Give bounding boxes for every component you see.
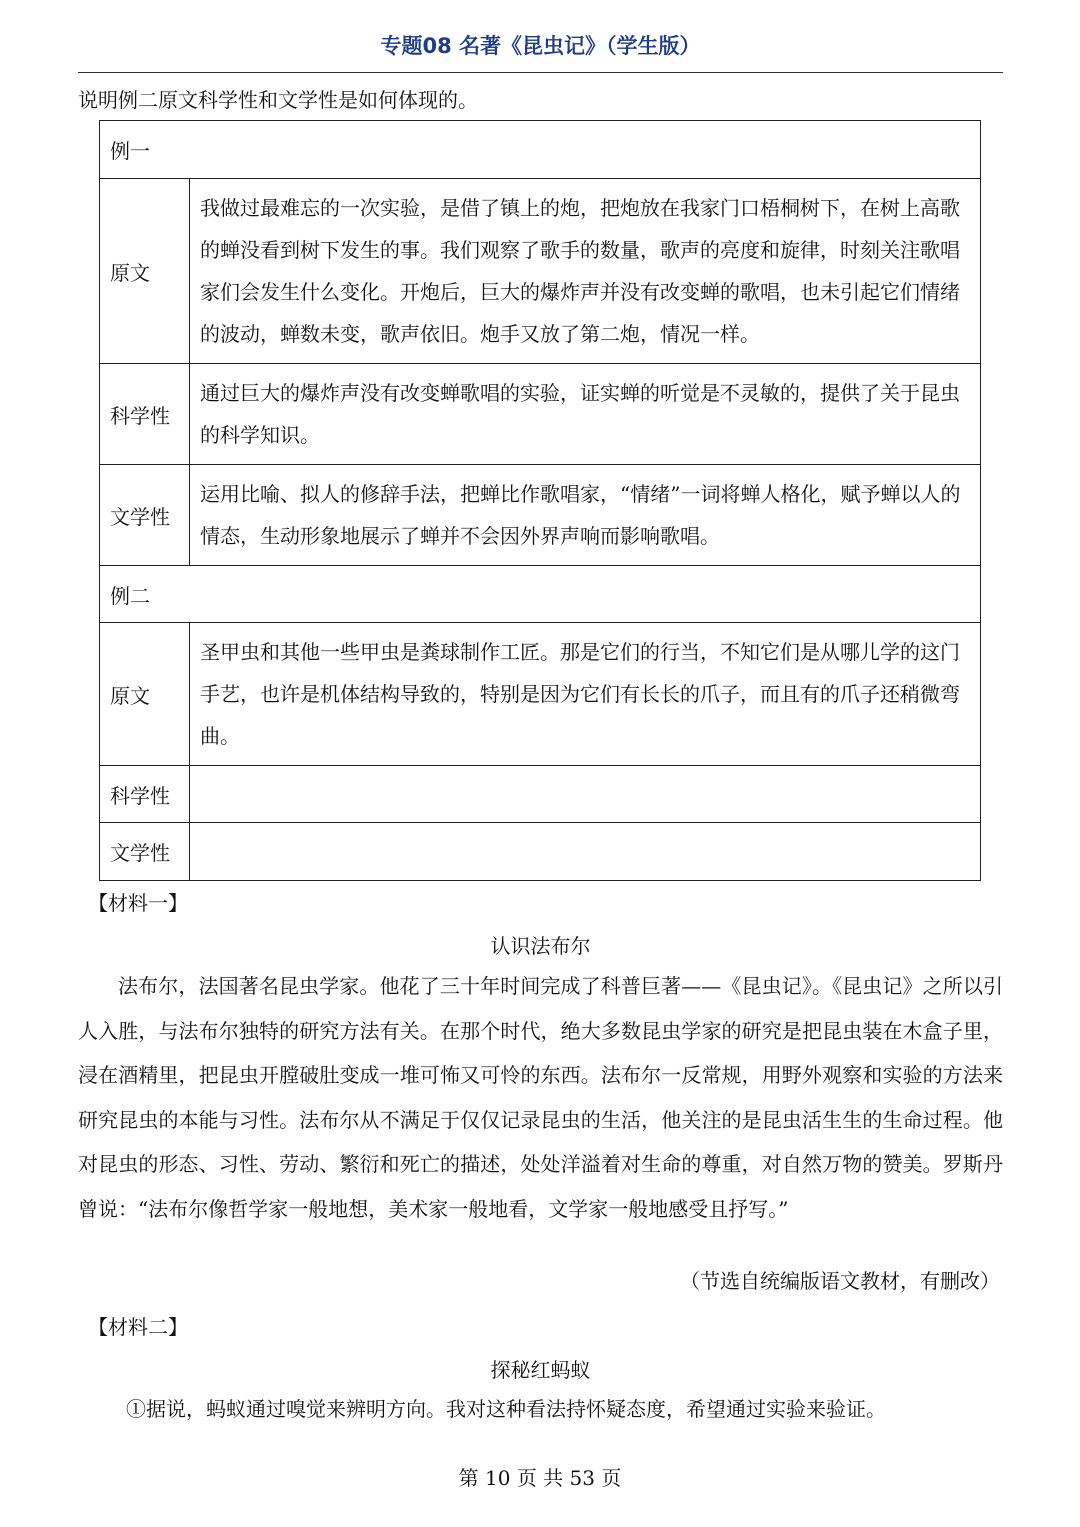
page-number: 第 10 页 共 53 页 (458, 1466, 622, 1490)
example1-literary-label: 文学性 (100, 465, 190, 566)
example1-original-text: 我做过最难忘的一次实验，是借了镇上的炮，把炮放在我家门口梧桐树下，在树上高歌的蝉没看到树下发生的事。我们观察了歌手的数量，歌声的亮度和旋律，时刻关注歌唱家们会发生什么变化。开炮后，巨大的爆炸声并没有改变蝉的歌唱，也未引起它们情绪的波动，蝉数未变，歌声依旧。炮手又放了第二炮，情况一样。 (190, 179, 981, 364)
example1-science-text: 通过巨大的爆炸声没有改变蝉歌唱的实验，证实蝉的听觉是不灵敏的，提供了关于昆虫的科学知识。 (190, 364, 981, 465)
material1-source: （节选自统编版语文教材，有删改） (680, 1269, 1000, 1293)
question-intro: 说明例二原文科学性和文学性是如何体现的。 (78, 88, 478, 112)
header-divider (78, 72, 1003, 73)
example1-original-label: 原文 (100, 179, 190, 364)
example2-original-text: 圣甲虫和其他一些甲虫是粪球制作工匠。那是它们的行当，不知它们是从哪儿学的这门手艺，也许是机体结构导致的，特别是因为它们有长长的爪子，而且有的爪子还稍微弯曲。 (190, 623, 981, 766)
example1-heading-row (100, 121, 981, 179)
page-header-title: 专题08 名著《昆虫记》（学生版） (380, 34, 701, 58)
example2-original-label: 原文 (100, 623, 190, 766)
example1-science-row (100, 364, 981, 465)
example2-heading: 例二 (100, 566, 981, 623)
example2-original-row (100, 623, 981, 766)
material2-paragraph-1: ①据说，蚂蚁通过嗅觉来辨明方向。我对这种看法持怀疑态度，希望通过实验来验证。 (126, 1397, 886, 1421)
example-table (99, 120, 981, 881)
example2-literary-label: 文学性 (100, 823, 190, 881)
material1-paragraph: 法布尔，法国著名昆虫学家。他花了三十年时间完成了科普巨著——《昆虫记》。《昆虫记》之所以引人入胜，与法布尔独特的研究方法有关。在那个时代，绝大多数昆虫学家的研究是把昆虫装在木盒子里，浸在酒精里，把昆虫开膛破肚变成一堆可怖又可怜的东西。法布尔一反常规，用野外观察和实验的方法来研究昆虫的本能与习性。法布尔从不满足于仅仅记录昆虫的生活，他关注的是昆虫活生生的生命过程。他对昆虫的形态、习性、劳动、繁衍和死亡的描述，处处洋溢着对生命的尊重，对自然万物的赞美。罗斯丹曾说：“法布尔像哲学家一般地想，美术家一般地看，文学家一般地感受且抒写。” (78, 974, 1003, 1221)
example1-science-label: 科学性 (100, 364, 190, 465)
material1-label: 【材料一】 (88, 891, 188, 915)
example2-literary-answer[interactable] (190, 823, 981, 881)
example1-literary-row (100, 465, 981, 566)
example2-heading-row (100, 566, 981, 623)
example2-literary-row (100, 823, 981, 881)
example1-original-row (100, 179, 981, 364)
example2-science-label: 科学性 (100, 766, 190, 823)
example2-science-answer[interactable] (190, 766, 981, 823)
material1-title: 认识法布尔 (490, 934, 591, 958)
example1-literary-text: 运用比喻、拟人的修辞手法，把蝉比作歌唱家，“情绪”一词将蝉人格化，赋予蝉以人的情态，生动形象地展示了蝉并不会因外界声响而影响歌唱。 (190, 465, 981, 566)
material2-title: 探秘红蚂蚁 (490, 1358, 591, 1382)
material2-label: 【材料二】 (88, 1315, 188, 1339)
example1-heading: 例一 (100, 121, 981, 179)
example2-science-row (100, 766, 981, 823)
